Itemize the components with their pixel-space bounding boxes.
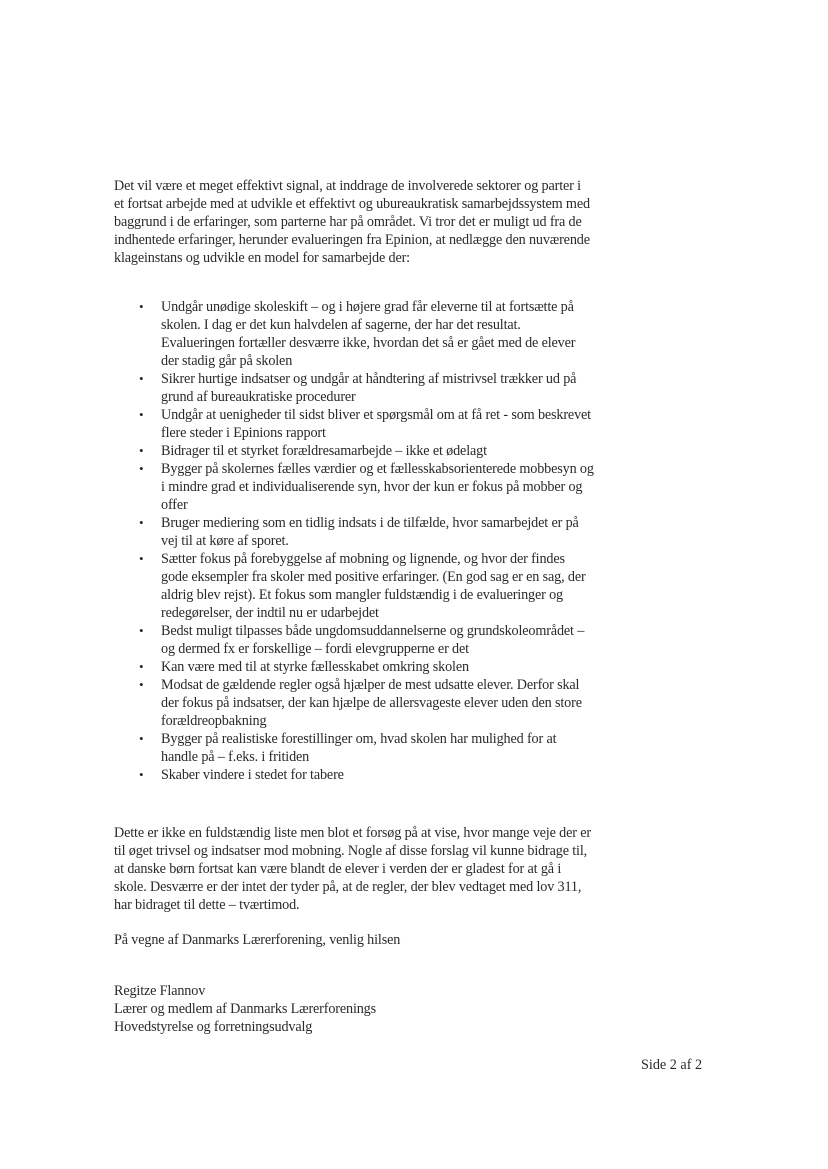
page-number: Side 2 af 2 [641, 1057, 703, 1073]
list-item-text: Bedst muligt tilpasses både ungdomsuddannelserne og grundskoleområdet – og dermed fx er forskellige – fordi elevgrupperne er det [161, 623, 585, 657]
bullet-icon: • [139, 407, 144, 422]
bullet-icon: • [139, 299, 144, 314]
signature-name: Regitze Flannov [114, 983, 206, 999]
list-item-text: Sætter fokus på forebyggelse af mobning og lignende, og hvor der findes gode eksempler fra skoler med positive erfaringer. (En god sag er en sag, der aldrig blev rejst). Et fokus som mangler fuldstændig i de evalueringer og redegørelser, der indtil nu er udarbejdet [161, 551, 586, 621]
list-item-text: Sikrer hurtige indsatser og undgår at håndtering af mistrivsel trækker ud på grund af bureaukratiske procedurer [161, 371, 577, 405]
bullet-icon: • [139, 371, 144, 386]
list-item [114, 514, 594, 550]
list-item [114, 658, 594, 676]
list-item [114, 370, 594, 406]
list-item-text: Bidrager til et styrket forældresamarbejde – ikke et ødelagt [161, 443, 487, 459]
bullet-icon: • [139, 767, 144, 782]
regards-line: På vegne af Danmarks Lærerforening, venlig hilsen [114, 932, 401, 948]
intro-paragraph: Det vil være et meget effektivt signal, at inddrage de involverede sektorer og parter i et fortsat arbejde med at udvikle et effektivt og ubureaukratisk samarbejdssystem med baggrund i de erfaringer, som parterne har på området. Vi tror det er muligt ud fra de indhentede erfaringer, herunder evalueringen fra Epinion, at nedlægge den nuværende klageinstans og udvikle en model for samarbejde der: [114, 178, 590, 266]
bullet-icon: • [139, 461, 144, 476]
list-item [114, 550, 594, 622]
signature-title-line-1: Lærer og medlem af Danmarks Lærerforenings [114, 1001, 376, 1017]
bullet-icon: • [139, 731, 144, 746]
list-item-text: Undgår at uenigheder til sidst bliver et spørgsmål om at få ret - som beskrevet flere steder i Epinions rapport [161, 407, 591, 441]
list-item [114, 460, 594, 514]
bullet-icon: • [139, 659, 144, 674]
list-item-text: Kan være med til at styrke fællesskabet omkring skolen [161, 659, 469, 675]
list-item [114, 622, 594, 658]
list-item-text: Modsat de gældende regler også hjælper de mest udsatte elever. Derfor skal der fokus på indsatser, der kan hjælpe de allersvageste elever uden den store forældreopbakning [161, 677, 582, 729]
list-item-text: Bygger på skolernes fælles værdier og et fællesskabsorienterede mobbesyn og i mindre grad et individualiserende syn, hvor der kun er fokus på mobber og offer [161, 461, 594, 513]
list-item-text: Bruger mediering som en tidlig indsats i de tilfælde, hvor samarbejdet er på vej til at køre af sporet. [161, 515, 579, 549]
list-item-text: Skaber vindere i stedet for tabere [161, 767, 344, 783]
list-item-text: Bygger på realistiske forestillinger om, hvad skolen har mulighed for at handle på – f.eks. i fritiden [161, 731, 557, 765]
bullet-icon: • [139, 551, 144, 566]
list-item [114, 442, 594, 460]
bullet-icon: • [139, 515, 144, 530]
bullet-icon: • [139, 677, 144, 692]
list-item [114, 730, 594, 766]
list-item [114, 676, 594, 730]
bullet-list [114, 298, 594, 784]
list-item [114, 406, 594, 442]
bullet-icon: • [139, 623, 144, 638]
list-item [114, 298, 594, 370]
list-item [114, 766, 594, 784]
list-item-text: Undgår unødige skoleskift – og i højere grad får eleverne til at fortsætte på skolen. I dag er det kun halvdelen af sagerne, der har det resultat. Evalueringen fortæller desværre ikke, hvordan det så er gået med de elever der stadig går på skolen [161, 299, 576, 369]
signature-title-line-2: Hovedstyrelse og forretningsudvalg [114, 1019, 313, 1035]
closing-paragraph: Dette er ikke en fuldstændig liste men blot et forsøg på at vise, hvor mange veje der er til øget trivsel og indsatser mod mobning. Nogle af disse forslag vil kunne bidrage til, at danske børn fortsat kan være blandt de elever i verden der er gladest for at gå i skole. Desværre er der intet der tyder på, at de regler, der blev vedtaget med lov 311, har bidraget til dette – tværtimod. [114, 825, 591, 913]
bullet-icon: • [139, 443, 144, 458]
